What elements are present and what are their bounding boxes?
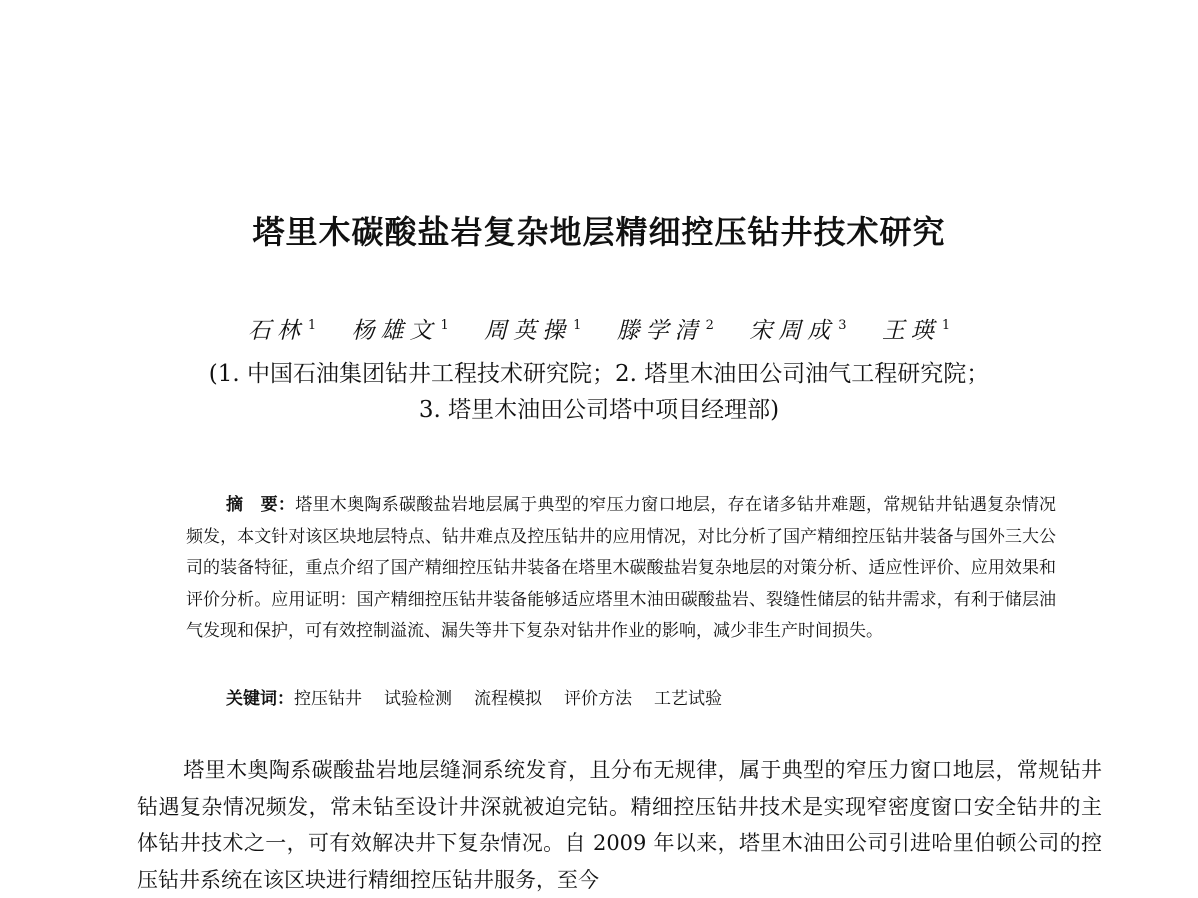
- affiliation-line-2: 3. 塔里木油田公司塔中项目经理部): [418, 397, 780, 423]
- keyword: 控压钻井: [294, 689, 362, 709]
- author: [617, 308, 714, 349]
- author-name: 周英操: [484, 318, 572, 344]
- author-affiliation-mark: 1: [941, 318, 951, 333]
- author-affiliation-mark: 1: [307, 318, 317, 333]
- author-affiliation-mark: 3: [838, 318, 847, 333]
- keyword: 试验检测: [384, 689, 452, 709]
- affiliation-line-1: (1. 中国石油集团钻井工程技术研究院；2. 塔里木油田公司油气工程研究院；: [208, 361, 990, 387]
- author-name: 石林: [247, 318, 306, 344]
- keyword: 评价方法: [564, 689, 632, 709]
- author: [484, 308, 581, 349]
- keywords: [226, 684, 1056, 714]
- body-paragraph-text: 塔里木奥陶系碳酸盐岩地层缝洞系统发育，且分布无规律，属于典型的窄压力窗口地层，常规钻井钻遇复杂情况频发，常未钻至设计井深就被迫完钻。精细控压钻井技术是实现窄密度窗口安全钻井的主体钻井技术之一，可有效解决井下复杂情况。自 2009 年以来，塔里木油田公司引进哈里伯顿公司的控压钻井系统在该区块进行精细控压钻井服务，至今: [137, 758, 1102, 892]
- author: [351, 308, 448, 349]
- author-affiliation-mark: 2: [705, 318, 714, 333]
- author-name: 杨雄文: [351, 318, 439, 344]
- author-affiliation-mark: 1: [440, 318, 449, 333]
- keyword: 工艺试验: [654, 689, 722, 709]
- keyword: 流程模拟: [474, 689, 542, 709]
- abstract-label: 摘 要：: [226, 495, 296, 515]
- paper-title: 塔里木碳酸盐岩复杂地层精细控压钻井技术研究: [252, 213, 946, 251]
- author: [248, 308, 316, 349]
- keywords-label: 关键词：: [226, 689, 294, 709]
- author-name: 宋周成: [749, 318, 837, 344]
- author: [749, 308, 846, 349]
- author-list: [0, 308, 1198, 349]
- abstract: [186, 490, 1056, 648]
- abstract-text: 塔里木奥陶系碳酸盐岩地层属于典型的窄压力窗口地层，存在诸多钻井难题，常规钻井钻遇复杂情况频发，本文针对该区块地层特点、钻井难点及控压钻井的应用情况，对比分析了国产精细控压钻井装备与国外三大公司的装备特征，重点介绍了国产精细控压钻井装备在塔里木碳酸盐岩复杂地层的对策分析、适应性评价、应用效果和评价分析。应用证明：国产精细控压钻井装备能够适应塔里木油田碳酸盐岩、裂缝性储层的钻井需求，有利于储层油气发现和保护，可有效控制溢流、漏失等井下复杂对钻井作业的影响，减少非生产时间损失。: [186, 495, 1057, 641]
- body-paragraph: [137, 752, 1102, 898]
- author-affiliation-mark: 1: [573, 318, 582, 333]
- author-name: 王瑛: [881, 318, 940, 344]
- author-name: 滕学清: [616, 318, 704, 344]
- author: [882, 308, 950, 349]
